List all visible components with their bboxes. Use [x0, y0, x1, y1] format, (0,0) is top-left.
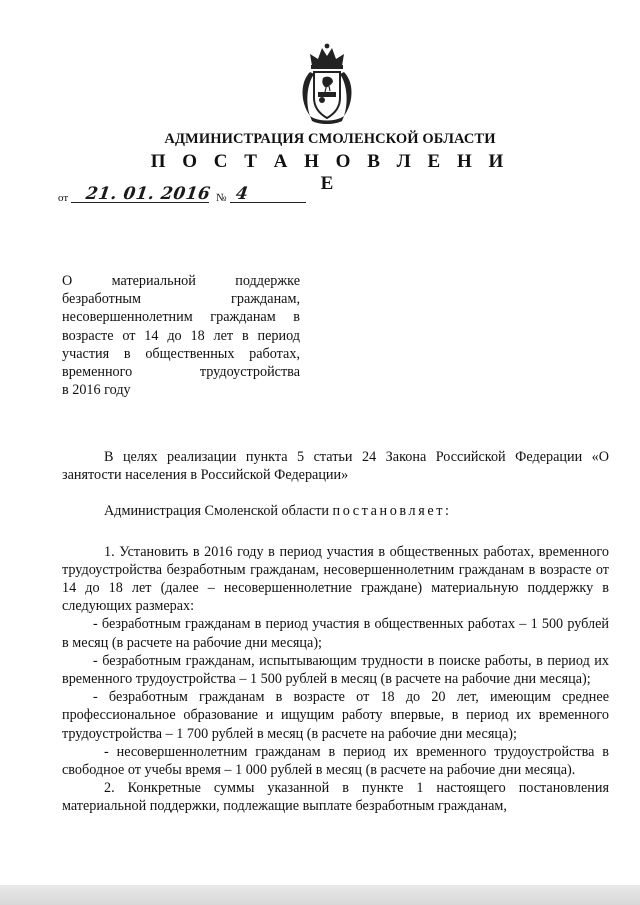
document-type-title: П О С Т А Н О В Л Е Н И Е	[150, 151, 510, 194]
item-1-paragraph: 1. Установить в 2016 году в период участия в общественных работах, временного трудоустройства безработным гражданам, несовершеннолетним гражданам в возрасте от 14 до 18 лет (далее – несовершеннолетние граждане) материальную поддержку в следующих размерах:	[62, 543, 609, 615]
decree-intro: Администрация Смоленской области	[104, 503, 329, 520]
scan-bottom-edge	[0, 885, 640, 905]
item-1-subitem: - несовершеннолетним гражданам в период их временного трудоустройства в свободное от учебы время – 1 000 рублей в месяц (в расчете на рабочие дни месяца).	[62, 743, 609, 779]
document-subject	[62, 272, 300, 399]
date-number-line	[58, 183, 318, 207]
subject-line: временного трудоустройства	[62, 364, 300, 381]
document-body	[62, 448, 609, 816]
number-label: №	[216, 192, 227, 204]
subject-line: безработным гражданам,	[62, 291, 300, 308]
decree-paragraph	[62, 502, 609, 520]
subject-line: возрасте от 14 до 18 лет в период	[62, 327, 300, 344]
item-2-paragraph: 2. Конкретные суммы указанной в пункте 1 настоящего постановления материальной поддержки, подлежащие выплате безработным гражданам,	[62, 780, 609, 815]
subject-line: участия в общественных работах,	[62, 345, 300, 362]
date-label: от	[58, 192, 69, 204]
organization-title: АДМИНИСТРАЦИЯ СМОЛЕНСКОЙ ОБЛАСТИ	[164, 131, 496, 147]
decree-word: постановляет:	[332, 503, 452, 520]
item-1-subitem: - безработным гражданам, испытывающим трудности в поиске работы, в период их временного трудоустройства – 1 500 рублей в месяц (в расчете на рабочие дни месяца);	[62, 652, 609, 688]
number-handwritten: 4	[234, 184, 250, 204]
item-1-subitem: - безработным гражданам в период участия в общественных работах – 1 500 рублей в месяц (в расчете на рабочие дни месяца);	[62, 616, 609, 651]
subject-line: в 2016 году	[62, 382, 131, 399]
subject-line: несовершеннолетним гражданам в	[62, 309, 300, 326]
preamble-paragraph: В целях реализации пункта 5 статьи 24 Закона Российской Федерации «О занятости населения в Российской Федерации»	[62, 449, 609, 484]
subject-line: О материальной поддержке	[62, 273, 300, 289]
date-handwritten: 21. 01. 2016	[84, 184, 212, 204]
item-1-subitem: - безработным гражданам в возрасте от 18 до 20 лет, имеющим среднее профессиональное образование и ищущим работу впервые, в период их временного трудоустройства – 1 700 рублей в месяц (в расчете на рабочие дни месяца);	[62, 689, 609, 742]
coat-of-arms-emblem	[296, 42, 358, 126]
